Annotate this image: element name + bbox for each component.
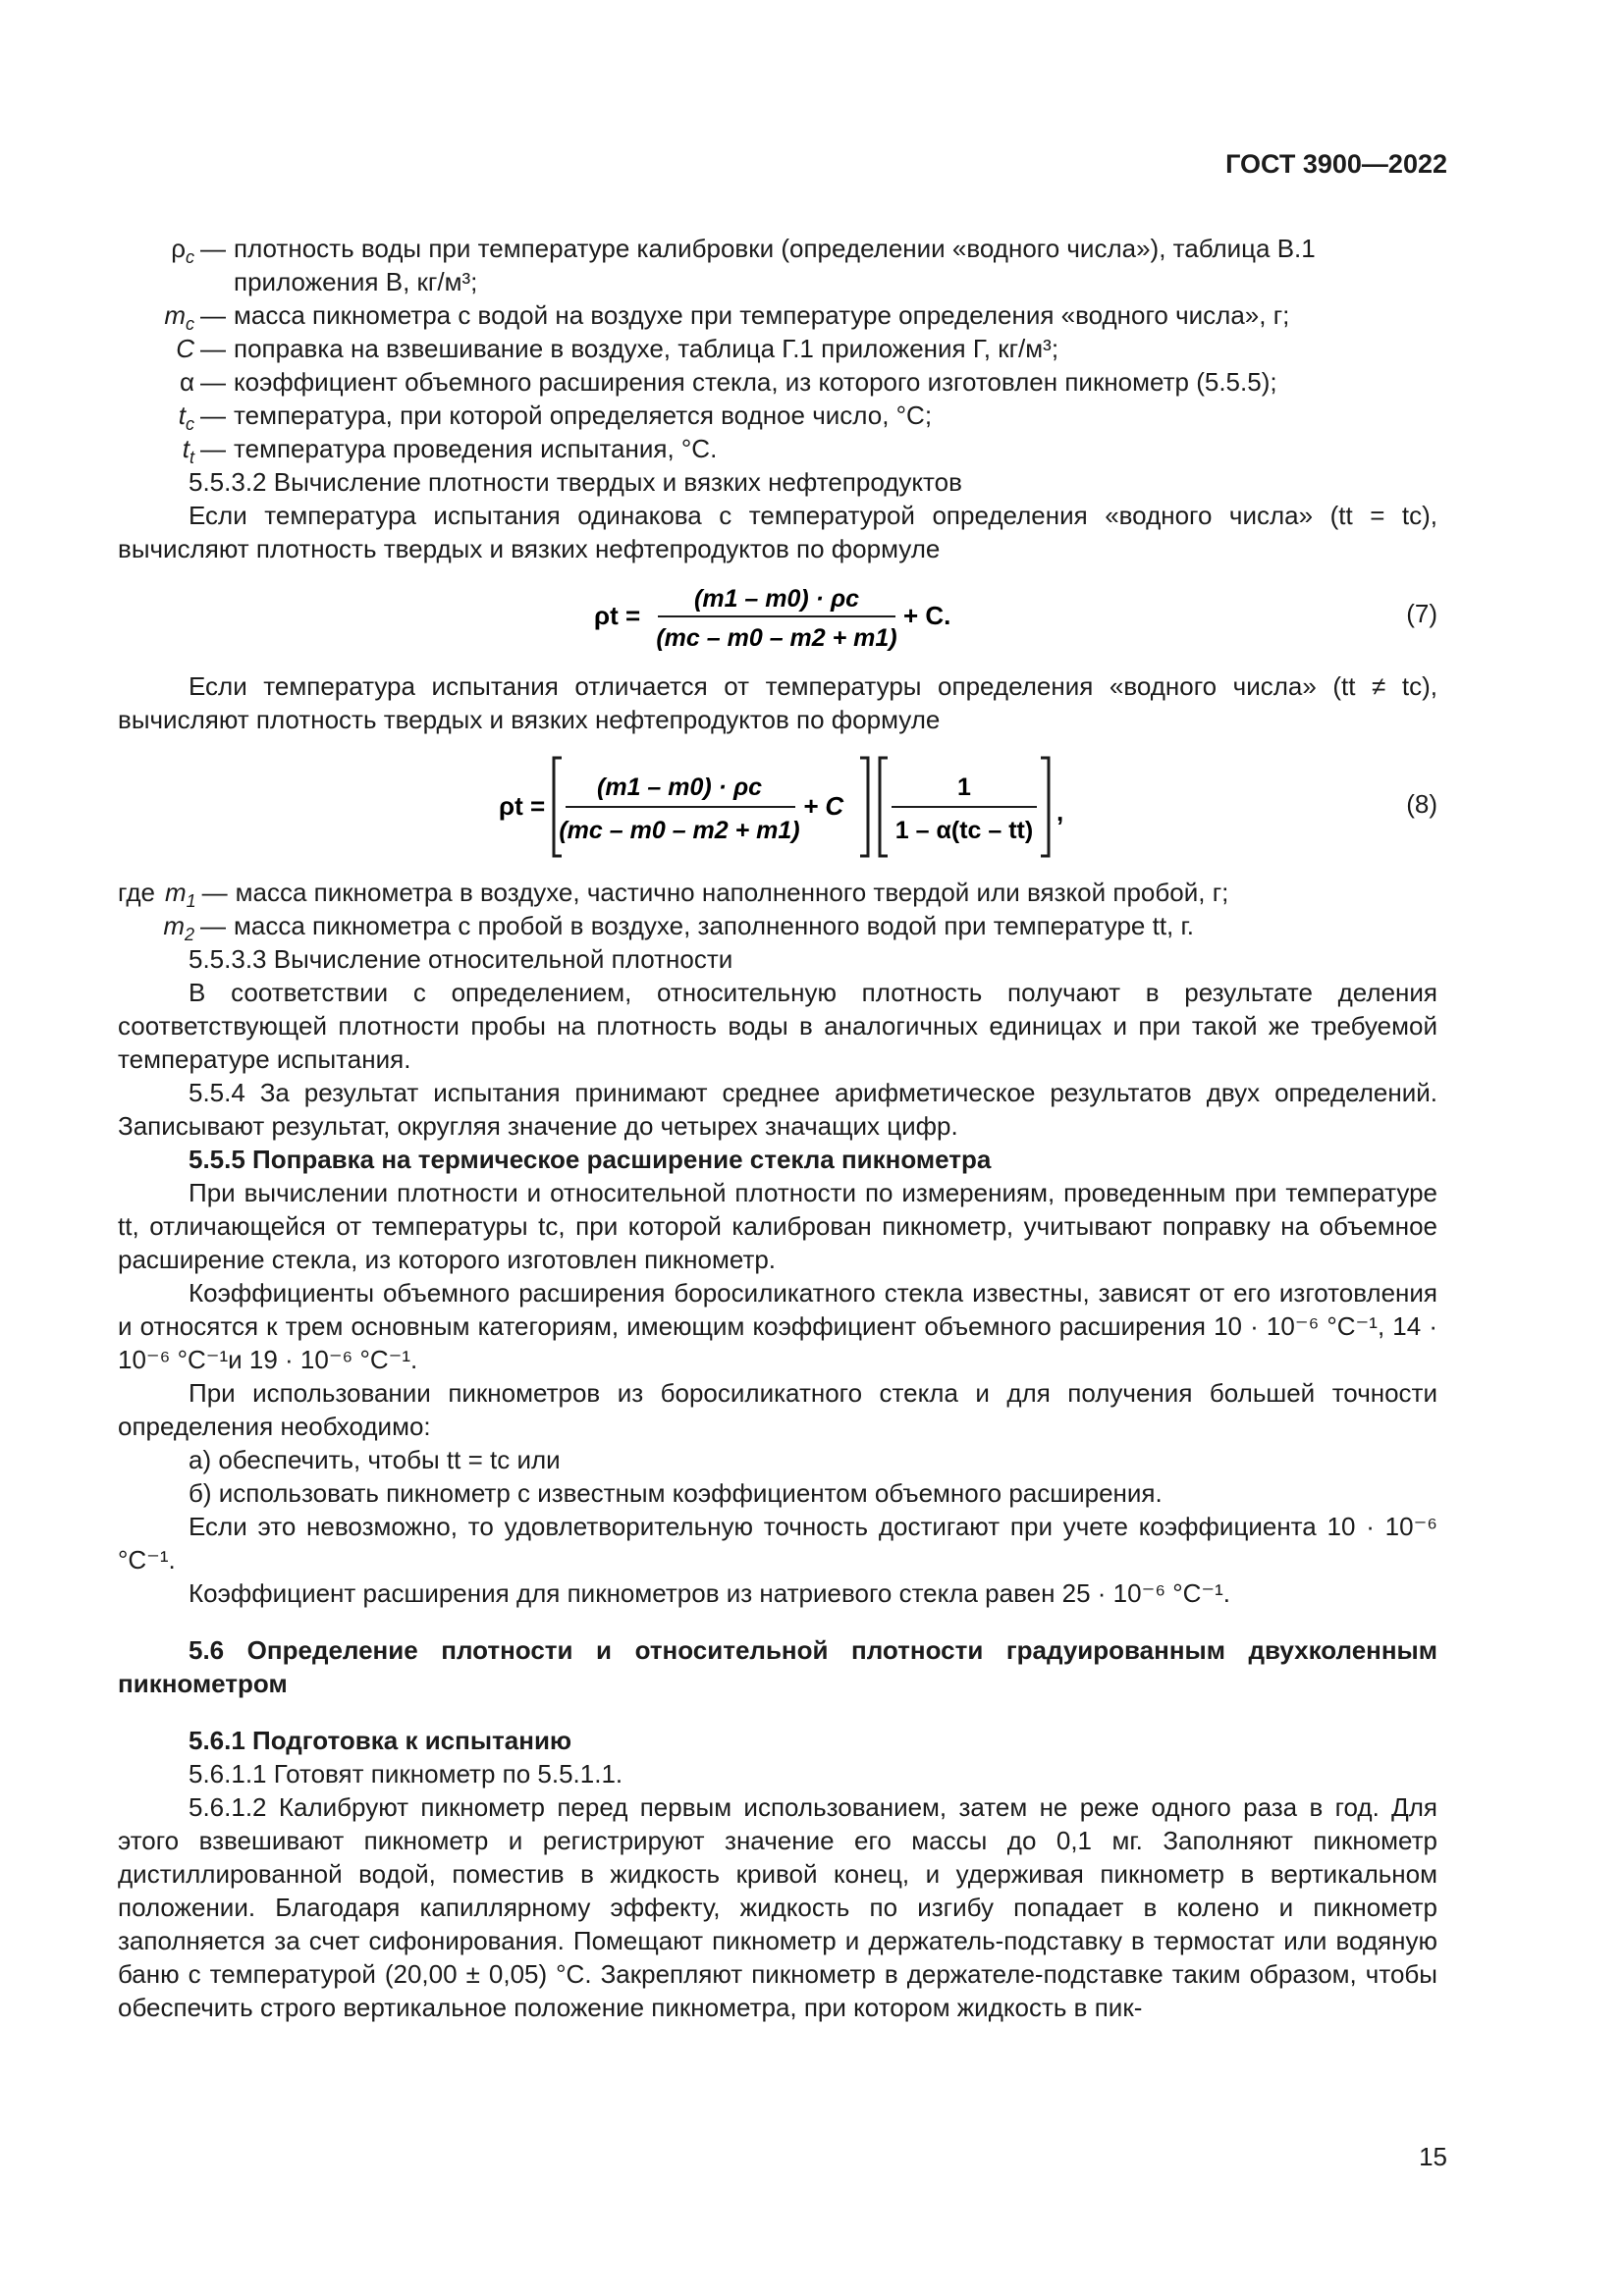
- definition-item: C — поправка на взвешивание в воздухе, таблица Г.1 приложения Г, кг/м³;: [118, 332, 1437, 365]
- formula-8-lhs: ρt =: [499, 791, 546, 821]
- formula-7: [118, 571, 1437, 664]
- section-title-56: 5.6 Определение плотности и относительной плотности градуированным двухколенным пикнометром: [118, 1635, 1437, 1698]
- where-lead: где: [118, 878, 155, 907]
- definition-text: масса пикнометра с водой на воздухе при температуре определения «водного числа», г;: [234, 300, 1290, 330]
- definition-text: коэффициент объемного расширения стекла, из которого изготовлен пикнометр (5.5.5);: [234, 367, 1277, 397]
- formula-7-tail: + C.: [903, 601, 951, 630]
- where-item: где $m_1$ — масса пикнометра в воздухе, частично наполненного твердой или вязкой пробой, г;: [118, 876, 1437, 909]
- definition-symbol: $\rho_c$: [171, 234, 194, 268]
- definition-text: плотность воды при температуре калибровки (определении «водного числа»), таблица В.1 приложения В, кг/м³;: [234, 234, 1316, 296]
- definition-symbol: $t_c$: [178, 400, 194, 435]
- definition-item: $t_c$ — температура, при которой определяется водное число, °С;: [118, 399, 1437, 432]
- definition-text: температура проведения испытания, °С.: [234, 434, 718, 463]
- formula-8-plus-c: + C: [803, 791, 844, 821]
- definition-item: α — коэффициент объемного расширения стекла, из которого изготовлен пикнометр (5.5.5);: [118, 365, 1437, 399]
- paragraph-555-3: При использовании пикнометров из боросиликатного стекла и для получения большей точности определения необходимо:: [118, 1378, 1437, 1441]
- formula-8-graphic: [118, 744, 1437, 868]
- definitions-list: [118, 232, 1437, 468]
- section-title-5532: 5.5.3.2 Вычисление плотности твердых и вязких нефтепродуктов: [189, 467, 962, 497]
- definition-symbol: $t_t$: [182, 434, 194, 468]
- definition-text: температура, при которой определяется водное число, °С;: [234, 400, 933, 430]
- document-body: [118, 232, 1437, 2024]
- paragraph-554: 5.5.4 За результат испытания принимают среднее арифметическое результатов двух определений. Записывают результат, округляя значение до четырех значащих цифр.: [118, 1078, 1437, 1141]
- definition-item: $m_c$ — масса пикнометра с водой на воздухе при температуре определения «водного числа», г;: [118, 298, 1437, 332]
- formula-8-bracket-right: [860, 758, 868, 856]
- paragraph-5532-2: Если температура испытания отличается от температуры определения «водного числа» (tt ≠ tc), вычисляют плотность твердых и вязких нефтепродуктов по формуле: [118, 671, 1437, 734]
- paragraph-5612: 5.6.1.2 Калибруют пикнометр перед первым использованием, затем не реже одного раза в год. Для этого взвешивают пикнометр и регистрируют значение его массы до 0,1 мг. Заполняют пикнометр дистиллированной водой, поместив в жидкость кривой конец, и удерживая пикнометр в вертикальном положении. Благодаря капиллярному эффекту, жидкость по изгибу попадает в колено и пикнометр заполняется за счет сифонирования. Помещают пикнометр и держатель-подставку в термостат или водяную баню с температурой (20,00 ± 0,05) °С. Закрепляют пикнометр в держателе-подставке таким образом, чтобы обеспечить строго вертикальное положение пикнометра, при котором жидкость в пик-: [118, 1792, 1437, 2022]
- list-item-b: б) использовать пикнометр с известным коэффициентом объемного расширения.: [189, 1478, 1163, 1508]
- formula-7-numerator: (m1 – m0) · ρc: [694, 585, 859, 613]
- paragraph-555-5: Коэффициент расширения для пикнометров из натриевого стекла равен 25 · 10⁻⁶ °С⁻¹.: [189, 1578, 1231, 1608]
- paragraph-555-2: Коэффициенты объемного расширения боросиликатного стекла известны, зависят от его изготовления и относятся к трем основным категориям, имеющим коэффициент объемного расширения 10 · 10⁻⁶ °С⁻¹, 14 · 10⁻⁶ °С⁻¹и 19 · 10⁻⁶ °С⁻¹.: [118, 1278, 1437, 1374]
- definition-symbol: α: [179, 367, 194, 397]
- where-text: масса пикнометра в воздухе, частично наполненного твердой или вязкой пробой, г;: [235, 878, 1229, 907]
- formula-8-bracket2-right: [1041, 758, 1049, 856]
- document-header: ГОСТ 3900—2022: [1225, 149, 1447, 179]
- formula-8: [118, 744, 1437, 868]
- where-symbol: $m_2$: [163, 911, 194, 945]
- formula-8-numerator2: 1: [957, 774, 971, 801]
- formula-7-graphic: [118, 571, 1437, 664]
- definition-symbol: C: [176, 334, 194, 363]
- section-title-555: 5.5.5 Поправка на термическое расширение стекла пикнометра: [189, 1145, 992, 1174]
- formula-8-denominator: (mc – m0 – m2 + m1): [559, 817, 800, 844]
- page-number: 15: [1419, 2142, 1447, 2171]
- where-text: масса пикнометра с пробой в воздухе, заполненного водой при температуре tt, г.: [234, 911, 1195, 940]
- formula-8-bracket2-left: [880, 758, 888, 856]
- section-title-5533: 5.5.3.3 Вычисление относительной плотности: [189, 944, 733, 974]
- section-title-561: 5.6.1 Подготовка к испытанию: [189, 1726, 572, 1755]
- paragraph-5532-1: Если температура испытания одинакова с температурой определения «водного числа» (tt = tc), вычисляют плотность твердых и вязких нефтепродуктов по формуле: [118, 501, 1437, 563]
- formula-7-number: (7): [1406, 599, 1437, 628]
- formula-8-denominator2: 1 – α(tc – tt): [894, 817, 1034, 844]
- formula-7-denominator: (mc – m0 – m2 + m1): [656, 624, 897, 652]
- definition-symbol: $m_c$: [164, 300, 194, 335]
- paragraph-555-4: Если это невозможно, то удовлетворительную точность достигают при учете коэффициента 10 · 10⁻⁶ °С⁻¹.: [118, 1512, 1437, 1575]
- definition-text: поправка на взвешивание в воздухе, таблица Г.1 приложения Г, кг/м³;: [234, 334, 1059, 363]
- where-symbol: $m_1$: [164, 878, 196, 912]
- where-item: $m_2$ — масса пикнометра с пробой в воздухе, заполненного водой при температуре tt, г.: [118, 909, 1437, 942]
- paragraph-5611: 5.6.1.1 Готовят пикнометр по 5.5.1.1.: [189, 1759, 623, 1789]
- list-item-a: а) обеспечить, чтобы tt = tc или: [189, 1445, 561, 1474]
- definition-item: $\rho_c$ — плотность воды при температуре калибровки (определении «водного числа»), таблица В.1 приложения В, кг/м³;: [118, 232, 1437, 298]
- definition-item: $t_t$ — температура проведения испытания, °С.: [118, 432, 1437, 465]
- paragraph-5533: В соответствии с определением, относительную плотность получают в результате деления соответствующей плотности пробы на плотность воды в аналогичных единицах и при такой же требуемой температуре испытания.: [118, 978, 1437, 1074]
- paragraph-555-1: При вычислении плотности и относительной плотности по измерениям, проведенным при температуре tt, отличающейся от температуры tc, при которой калиброван пикнометр, учитывают поправку на объемное расширение стекла, из которого изготовлен пикнометр.: [118, 1178, 1437, 1274]
- formula-8-numerator: (m1 – m0) · ρc: [597, 774, 762, 801]
- formula-8-number: (8): [1406, 789, 1437, 819]
- formula-8-tail: ,: [1056, 797, 1064, 827]
- formula-7-lhs: ρt =: [594, 601, 641, 630]
